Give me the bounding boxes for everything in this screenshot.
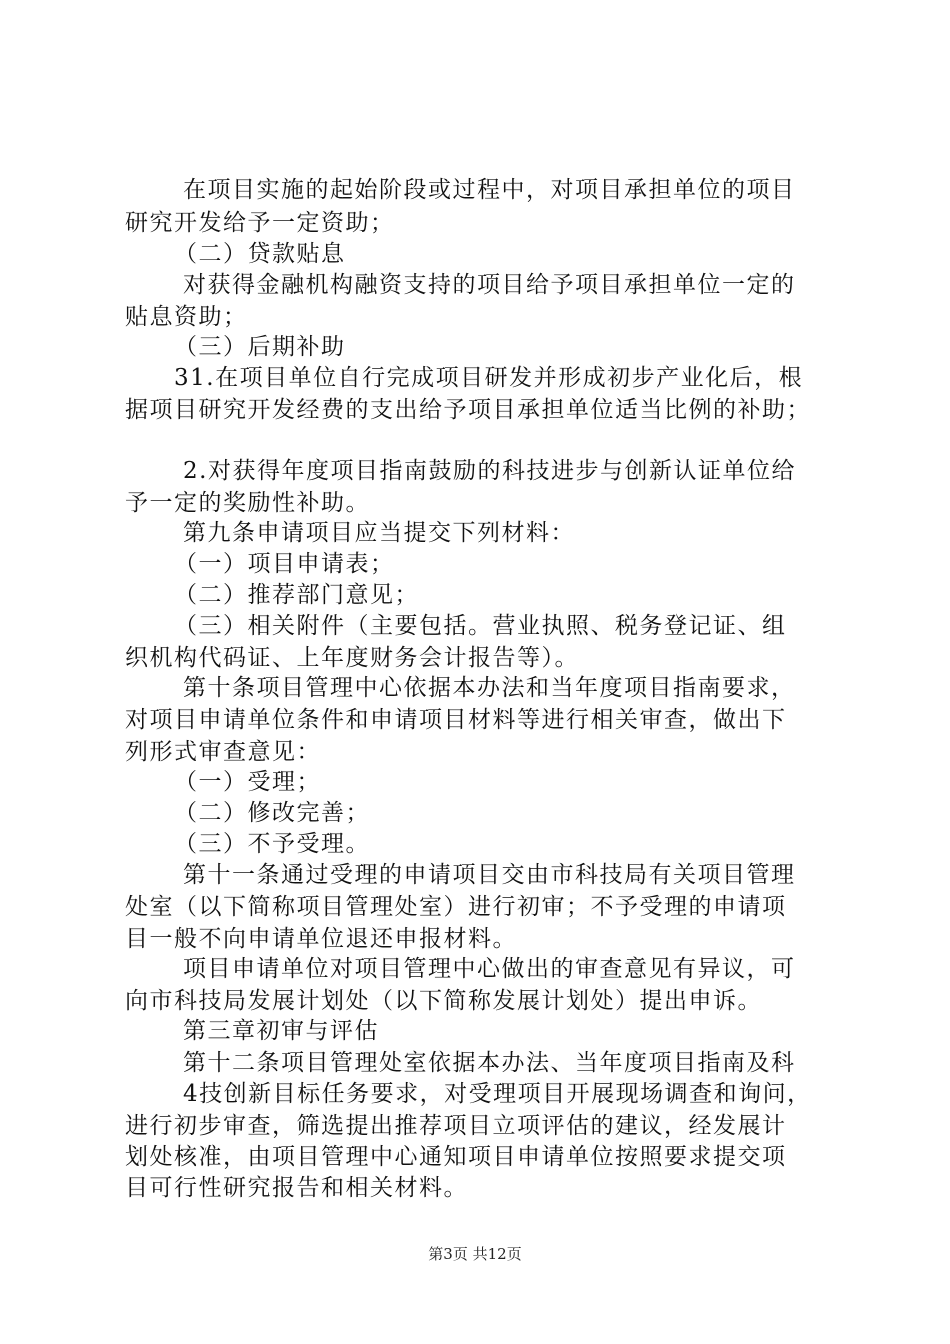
text-line: 第十二条项目管理处室依据本办法、当年度项目指南及科 (183, 1050, 796, 1076)
text-line: 据项目研究开发经费的支出给予项目承担单位适当比例的补助； (125, 397, 811, 423)
text-line: 4技创新目标任务要求，对受理项目开展现场调查和询问， (183, 1081, 812, 1107)
page-number-footer: 第3页 共12页 (428, 1245, 522, 1263)
text-line: 项目申请单位对项目管理中心做出的审查意见有异议，可 (183, 956, 796, 982)
text-line: 进行初步审查，筛选提出推荐项目立项评估的建议，经发展计 (125, 1113, 787, 1139)
text-line: 第十一条通过受理的申请项目交由市科技局有关项目管理 (183, 862, 796, 888)
text-line: 第三章初审与评估 (183, 1018, 379, 1044)
text-line: 对项目申请单位条件和申请项目材料等进行相关审查，做出下 (125, 707, 787, 733)
text-line: （一）项目申请表； (174, 551, 395, 577)
text-line: 贴息资助； (125, 304, 248, 330)
text-line: 第十条项目管理中心依据本办法和当年度项目指南要求， (183, 675, 796, 701)
text-line: （一）受理； (174, 769, 321, 795)
text-line: 31.在项目单位自行完成项目研发并形成初步产业化后，根 (174, 365, 804, 391)
text-line: （三）不予受理。 (174, 831, 370, 857)
text-line: 向市科技局发展计划处（以下简称发展计划处）提出申诉。 (125, 988, 762, 1014)
text-line: 目可行性研究报告和相关材料。 (125, 1175, 468, 1201)
text-line: 织机构代码证、上年度财务会计报告等）。 (125, 645, 579, 671)
text-line: （二）贷款贴息 (174, 241, 346, 267)
text-line: 研究开发给予一定资助； (125, 210, 395, 236)
text-line: 2.对获得年度项目指南鼓励的科技进步与创新认证单位给 (183, 458, 796, 484)
text-line: 对获得金融机构融资支持的项目给予项目承担单位一定的 (183, 272, 796, 298)
text-line: 在项目实施的起始阶段或过程中，对项目承担单位的项目 (183, 177, 796, 203)
text-line: 列形式审查意见： (125, 739, 321, 765)
text-line: 第九条申请项目应当提交下列材料： (183, 520, 575, 546)
text-line: 目一般不向申请单位退还申报材料。 (125, 926, 517, 952)
text-line: （二）推荐部门意见； (174, 582, 419, 608)
text-line: （三）相关附件（主要包括。营业执照、税务登记证、组 (174, 613, 787, 639)
text-line: （三）后期补助 (174, 334, 346, 360)
text-line: 处室（以下简称项目管理处室）进行初审；不予受理的申请项 (125, 894, 787, 920)
text-line: 予一定的奖励性补助。 (125, 490, 370, 516)
text-line: （二）修改完善； (174, 800, 370, 826)
text-line: 划处核准，由项目管理中心通知项目申请单位按照要求提交项 (125, 1144, 787, 1170)
